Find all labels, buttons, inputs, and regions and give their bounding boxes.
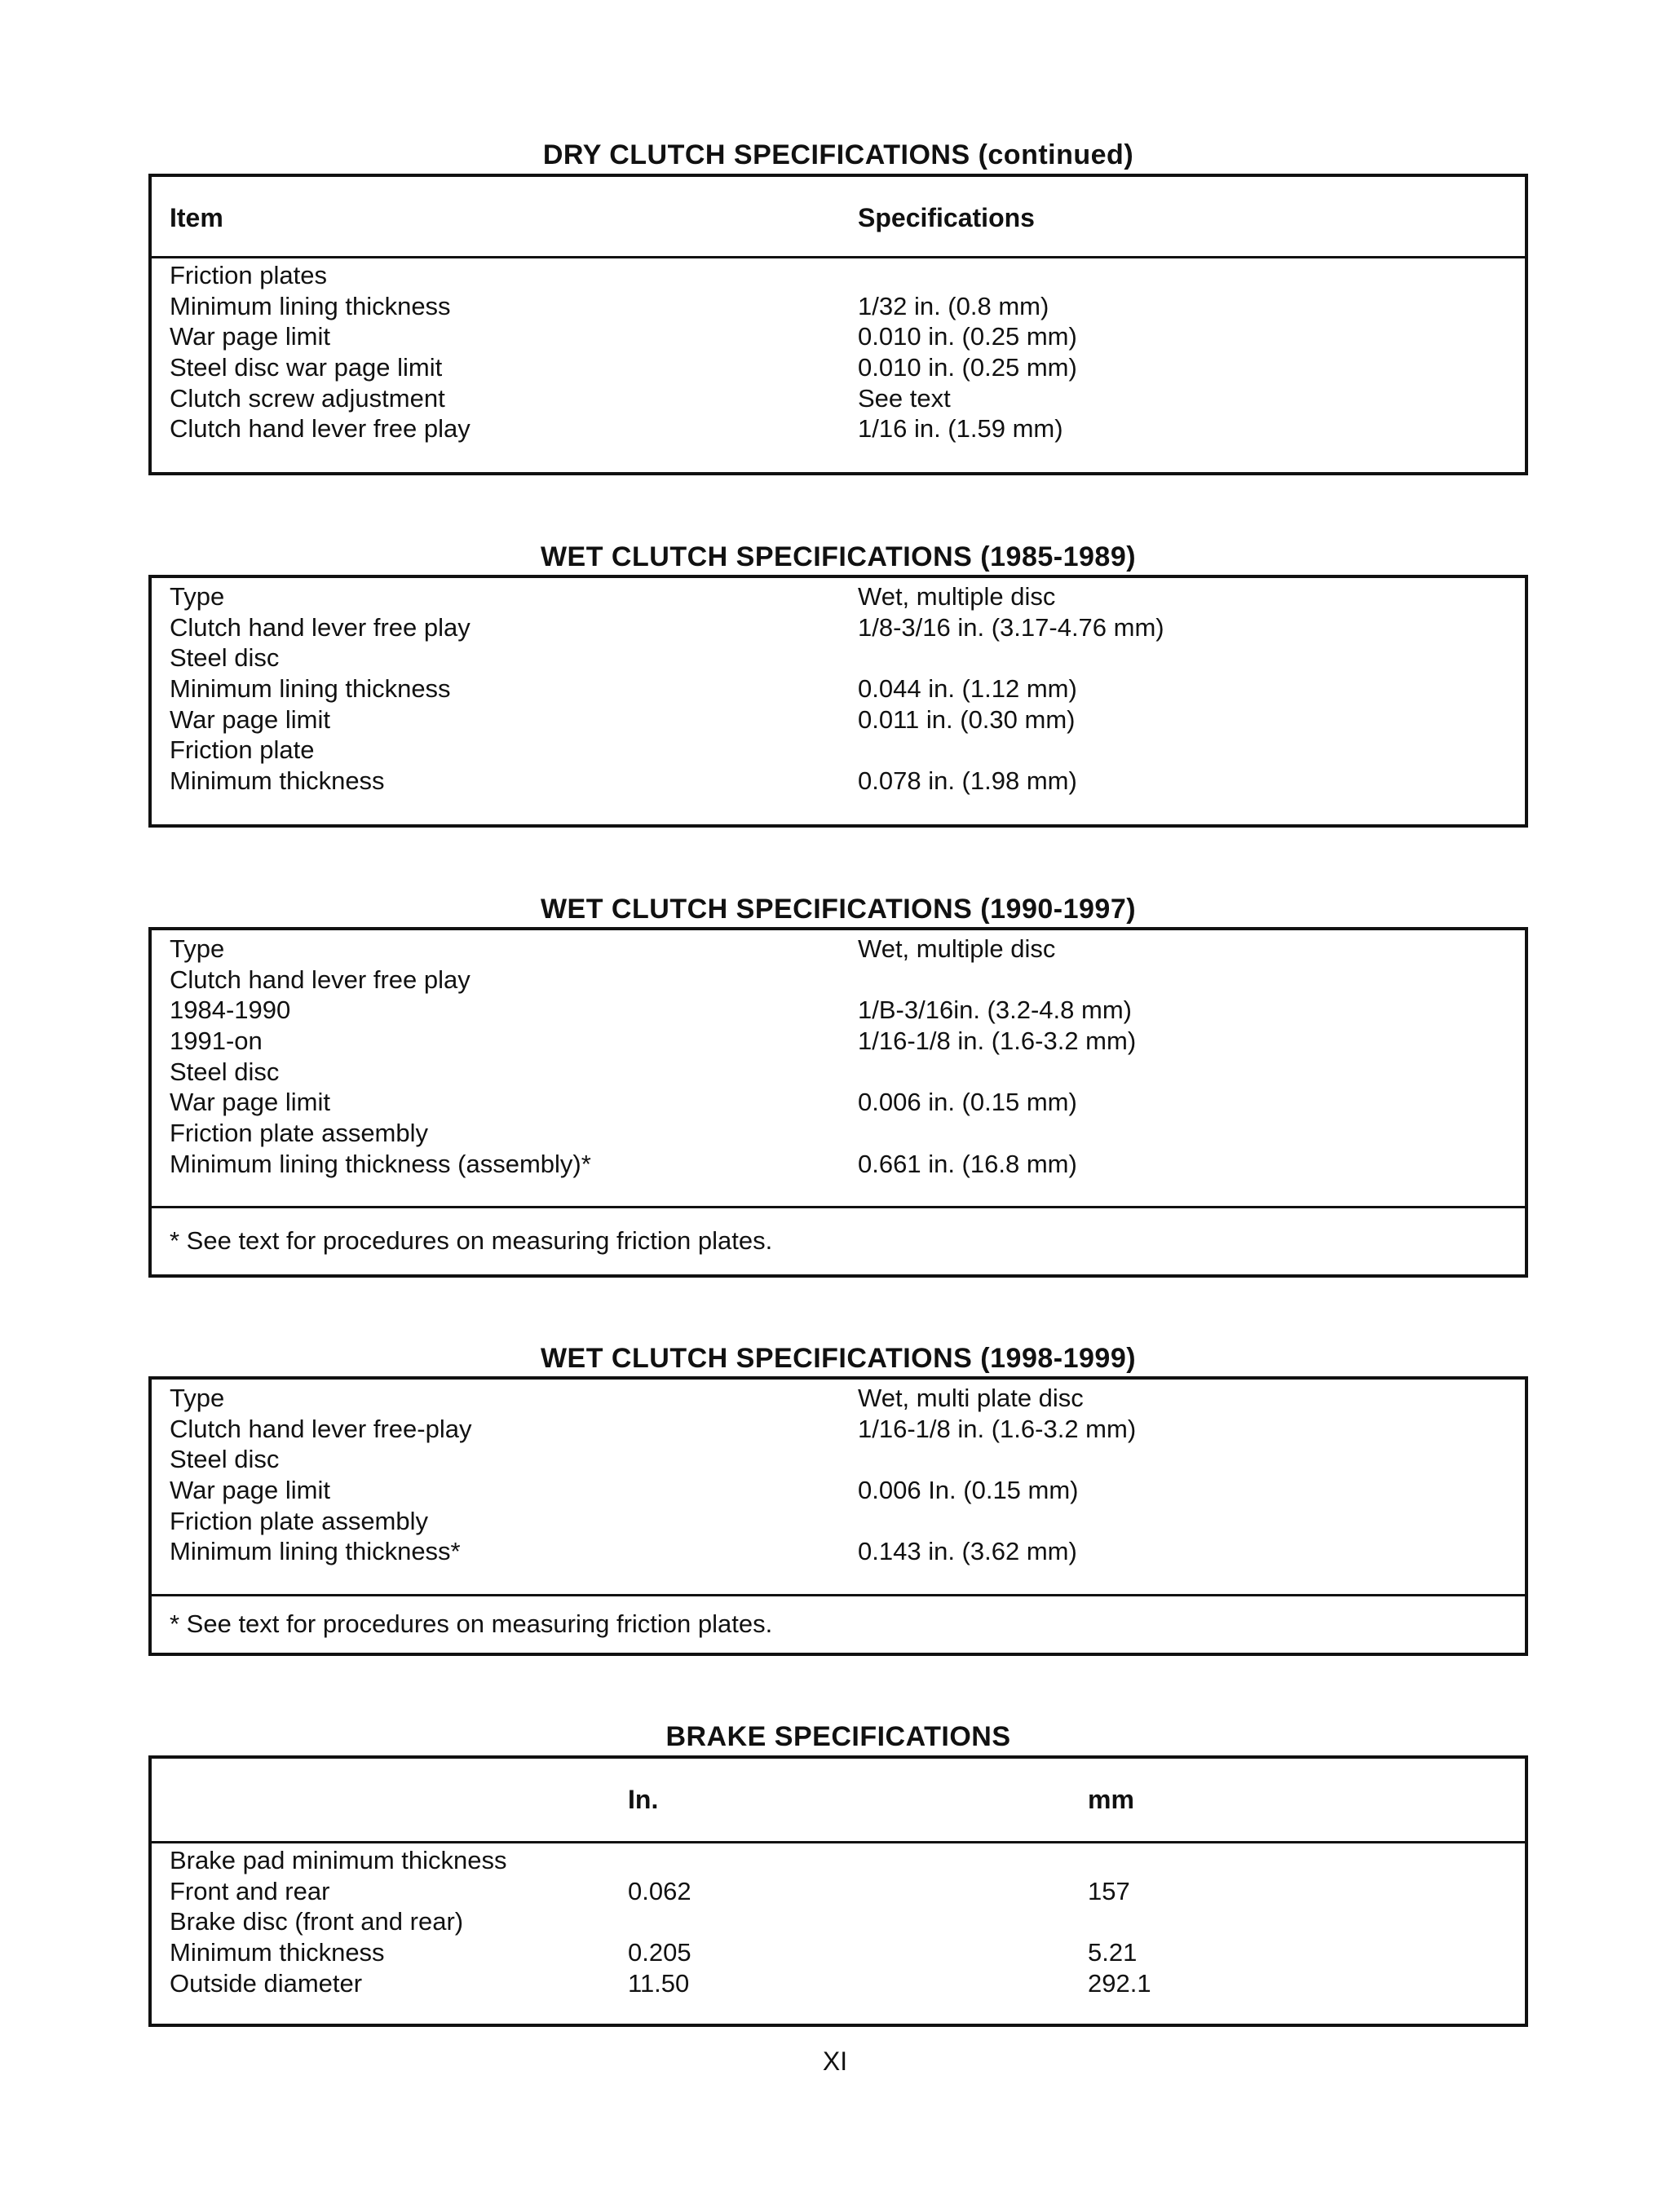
mm-cell: 5.21 <box>1088 1938 1138 1967</box>
table-row <box>152 1506 1525 1537</box>
item-cell: Brake pad minimum thickness <box>170 1846 507 1874</box>
table-row <box>152 321 1525 352</box>
table-body <box>152 1845 1525 1998</box>
item-cell: Front and rear <box>170 1876 330 1905</box>
wet-clutch-1990-1997-title: WET CLUTCH SPECIFICATIONS (1990-1997) <box>540 894 1137 925</box>
table-row <box>152 1968 1525 1999</box>
table-row <box>152 1383 1525 1414</box>
table-footnote <box>152 1594 1525 1653</box>
table-row <box>152 673 1525 704</box>
table-row <box>152 934 1525 965</box>
mm-cell: 292.1 <box>1088 1968 1151 1998</box>
wet-clutch-1985-1989-title: WET CLUTCH SPECIFICATIONS (1985-1989) <box>540 541 1137 572</box>
spec-cell: 0.661 in. (16.8 mm) <box>858 1149 1077 1178</box>
table-row <box>152 612 1525 643</box>
item-cell: Friction plates <box>170 261 327 289</box>
page-number: XI <box>822 2046 848 2076</box>
table-row <box>152 1087 1525 1118</box>
table-body <box>152 260 1525 444</box>
table-row <box>152 1149 1525 1180</box>
item-cell: Steel disc war page limit <box>170 353 443 382</box>
table-row <box>152 995 1525 1026</box>
wet-clutch-1998-1999-table <box>148 1376 1528 1656</box>
table-row <box>152 260 1525 291</box>
spec-cell: Wet, multiple disc <box>858 582 1056 611</box>
table-row <box>152 291 1525 322</box>
item-cell: Clutch screw adjustment <box>170 383 445 413</box>
item-cell: Steel disc <box>170 1057 280 1086</box>
header-item: Item <box>170 203 223 232</box>
item-cell: Minimum lining thickness (assembly)* <box>170 1149 591 1178</box>
table-body <box>152 934 1525 1180</box>
spec-cell: 0.006 In. (0.15 mm) <box>858 1476 1079 1505</box>
inch-cell: 0.205 <box>628 1938 691 1967</box>
inch-cell: 11.50 <box>628 1968 690 1998</box>
spec-cell: 1/16 in. (1.59 mm) <box>858 414 1063 444</box>
item-cell: Minimum thickness <box>170 1938 385 1967</box>
table-row <box>152 1475 1525 1506</box>
header-specifications: Specifications <box>858 203 1035 232</box>
spec-cell: 0.143 in. (3.62 mm) <box>858 1537 1077 1566</box>
dry-clutch-table <box>148 174 1528 475</box>
table-header <box>152 1759 1525 1843</box>
item-cell: Minimum lining thickness <box>170 674 451 704</box>
table-row <box>152 735 1525 766</box>
spec-cell: 1/16-1/8 in. (1.6-3.2 mm) <box>858 1027 1137 1056</box>
item-cell: 1984-1990 <box>170 996 291 1025</box>
header-inches: In. <box>628 1785 659 1814</box>
item-cell: Minimum lining thickness <box>170 291 451 320</box>
table-row <box>152 1414 1525 1445</box>
table-row <box>152 766 1525 797</box>
item-cell: Steel disc <box>170 1445 280 1474</box>
header-millimeters: mm <box>1088 1785 1134 1814</box>
brake-specifications-title: BRAKE SPECIFICATIONS <box>665 1721 1011 1752</box>
footnote-text: * See text for procedures on measuring friction plates. <box>170 1609 773 1638</box>
table-row <box>152 1118 1525 1149</box>
spec-cell: 0.011 in. (0.30 mm) <box>858 704 1076 734</box>
spec-cell: 1/B-3/16in. (3.2-4.8 mm) <box>858 996 1132 1025</box>
table-row <box>152 413 1525 444</box>
table-footnote <box>152 1206 1525 1274</box>
item-cell: Type <box>170 582 225 611</box>
item-cell: Minimum thickness <box>170 766 385 796</box>
spec-cell: Wet, multi plate disc <box>858 1384 1084 1412</box>
table-row <box>152 1845 1525 1876</box>
table-row <box>152 352 1525 383</box>
spec-cell: 0.078 in. (1.98 mm) <box>858 766 1077 796</box>
item-cell: 1991-on <box>170 1027 263 1056</box>
spec-cell: Wet, multiple disc <box>858 934 1056 963</box>
wet-clutch-1998-1999-title: WET CLUTCH SPECIFICATIONS (1998-1999) <box>540 1343 1137 1374</box>
item-cell: Friction plate <box>170 735 315 765</box>
item-cell: Minimum lining thickness* <box>170 1537 461 1566</box>
table-row <box>152 581 1525 612</box>
table-row <box>152 1536 1525 1567</box>
item-cell: Outside diameter <box>170 1968 363 1998</box>
item-cell: Type <box>170 934 225 963</box>
table-row <box>152 1876 1525 1907</box>
spec-cell: 1/8-3/16 in. (3.17-4.76 mm) <box>858 612 1164 642</box>
wet-clutch-1985-1989-table <box>148 575 1528 828</box>
item-cell: Brake disc (front and rear) <box>170 1907 464 1936</box>
item-cell: Clutch hand lever free play <box>170 965 471 994</box>
table-row <box>152 965 1525 996</box>
spec-cell: 0.044 in. (1.12 mm) <box>858 674 1077 704</box>
item-cell: Clutch hand lever free-play <box>170 1414 472 1443</box>
item-cell: Type <box>170 1384 225 1412</box>
spec-cell: 1/16-1/8 in. (1.6-3.2 mm) <box>858 1414 1137 1443</box>
spec-cell: 0.010 in. (0.25 mm) <box>858 353 1077 382</box>
item-cell: Clutch hand lever free play <box>170 612 471 642</box>
item-cell: War page limit <box>170 1088 330 1117</box>
item-cell: War page limit <box>170 322 330 351</box>
table-row <box>152 642 1525 673</box>
table-body <box>152 581 1525 797</box>
item-cell: Friction plate assembly <box>170 1506 429 1535</box>
table-header <box>152 177 1525 258</box>
item-cell: War page limit <box>170 1476 330 1505</box>
wet-clutch-1990-1997-table <box>148 927 1528 1278</box>
table-row <box>152 383 1525 414</box>
mm-cell: 157 <box>1088 1876 1130 1905</box>
dry-clutch-title: DRY CLUTCH SPECIFICATIONS (continued) <box>542 139 1134 170</box>
spec-cell: 0.006 in. (0.15 mm) <box>858 1088 1077 1117</box>
spec-cell: 0.010 in. (0.25 mm) <box>858 322 1077 351</box>
table-row <box>152 1444 1525 1475</box>
table-row <box>152 704 1525 735</box>
table-row <box>152 1906 1525 1937</box>
item-cell: Steel disc <box>170 643 280 673</box>
spec-cell: 1/32 in. (0.8 mm) <box>858 291 1049 320</box>
item-cell: War page limit <box>170 704 330 734</box>
brake-specifications-table <box>148 1755 1528 2027</box>
inch-cell: 0.062 <box>628 1876 691 1905</box>
item-cell: Clutch hand lever free play <box>170 414 471 444</box>
table-row <box>152 1057 1525 1088</box>
table-body <box>152 1383 1525 1567</box>
spec-cell: See text <box>858 383 951 413</box>
footnote-text: * See text for procedures on measuring friction plates. <box>170 1226 773 1255</box>
item-cell: Friction plate assembly <box>170 1119 429 1148</box>
table-row <box>152 1026 1525 1057</box>
table-row <box>152 1937 1525 1968</box>
